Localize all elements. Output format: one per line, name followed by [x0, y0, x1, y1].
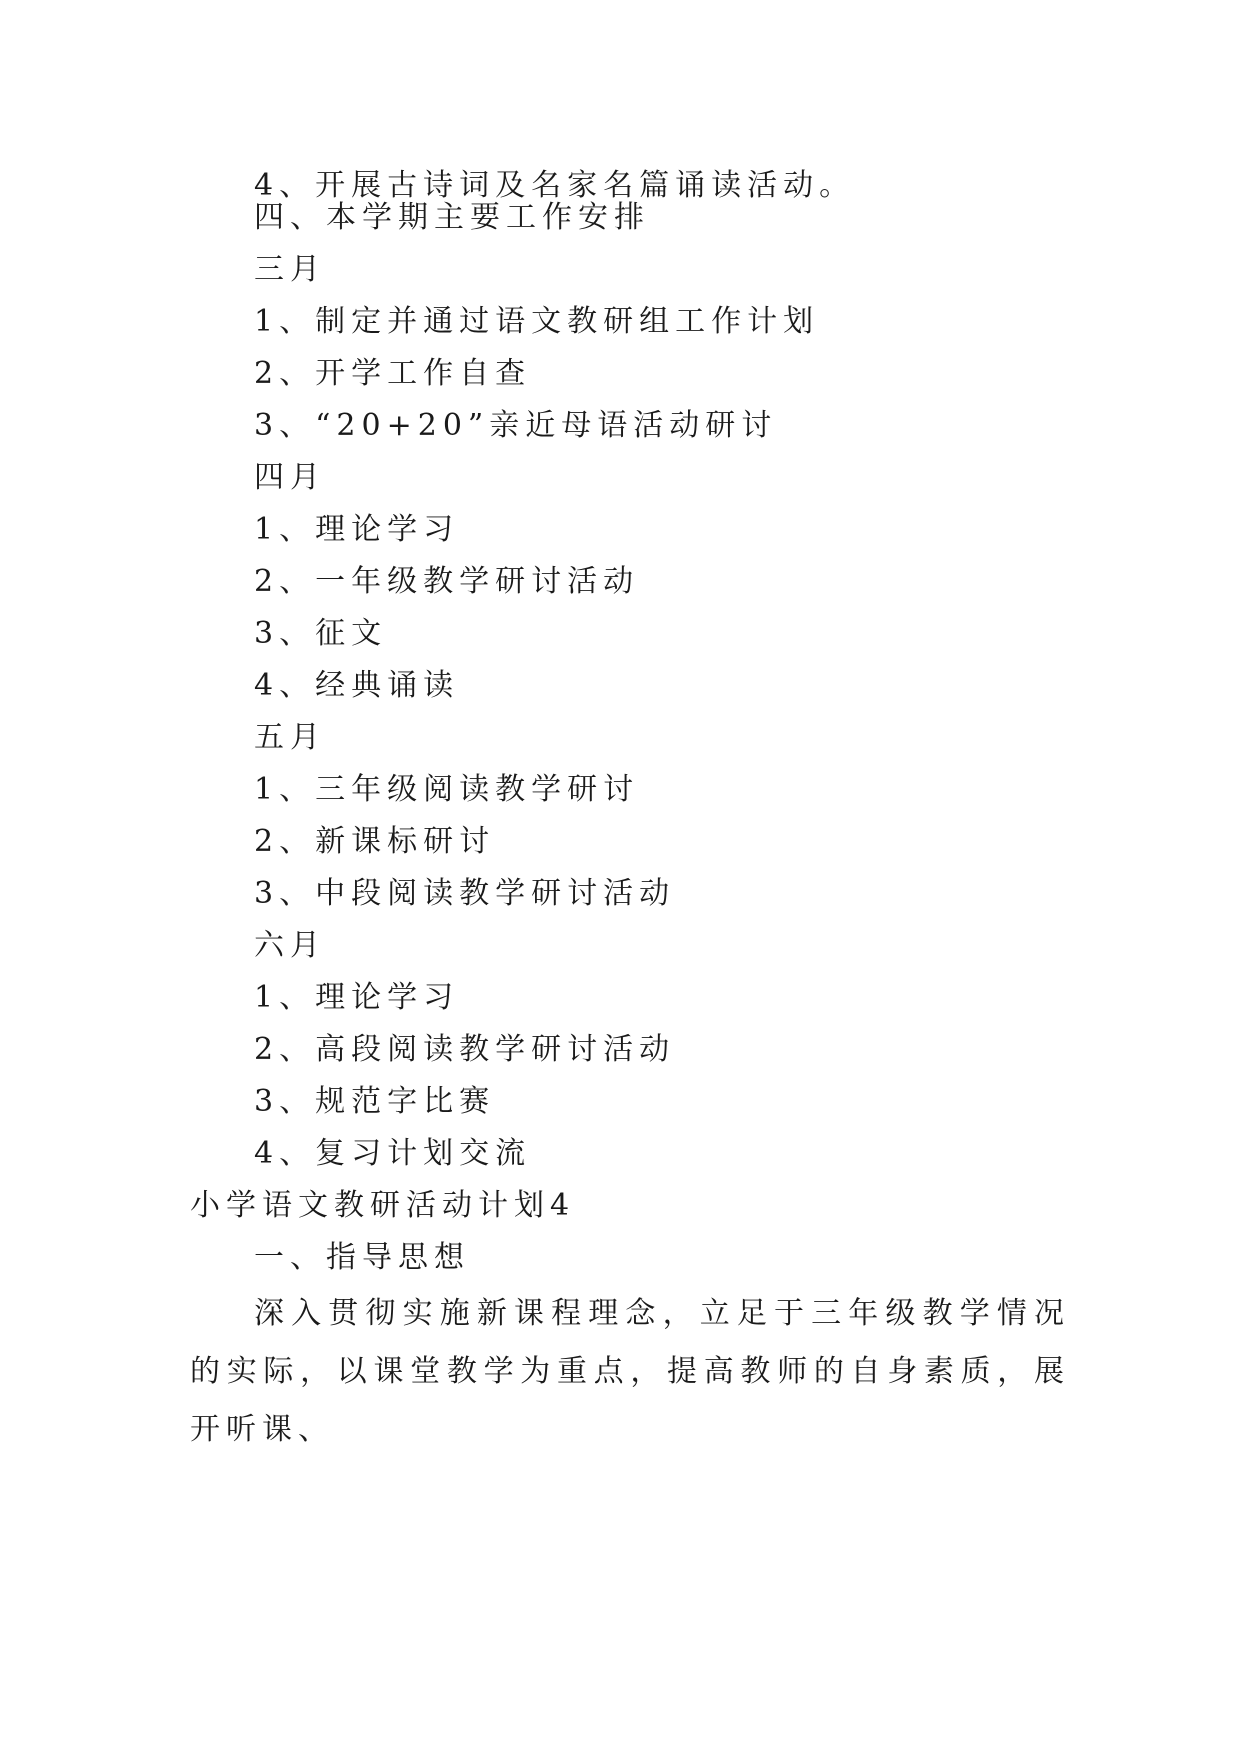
list-item: 3、规范字比赛: [254, 1084, 496, 1119]
guiding-paragraph: 深入贯彻实施新课程理念，立足于三年级教学情况的实际，以课堂教学为重点，提高教师的自身素质，展开听课、: [190, 1296, 1070, 1447]
list-item: 4、复习计划交流: [254, 1136, 532, 1171]
list-item: 2、开学工作自查: [254, 356, 532, 391]
month-heading: 四月: [254, 460, 326, 495]
list-item: 4、开展古诗词及名家名篇诵读活动。: [254, 168, 856, 203]
list-item: 1、制定并通过语文教研组工作计划: [254, 304, 820, 339]
section-title: 小学语文教研活动计划4: [190, 1188, 576, 1223]
list-item: 3、征文: [254, 616, 388, 651]
month-heading: 三月: [254, 252, 326, 287]
list-item: 1、理论学习: [254, 512, 460, 547]
list-item: 1、三年级阅读教学研讨: [254, 772, 640, 807]
list-item: 2、高段阅读教学研讨活动: [254, 1032, 676, 1067]
section-heading: 四、本学期主要工作安排: [254, 200, 650, 235]
list-item: 4、经典诵读: [254, 668, 460, 703]
list-item: 3、“20+20”亲近母语活动研讨: [254, 408, 778, 443]
month-heading: 六月: [254, 928, 326, 963]
list-item: 2、新课标研讨: [254, 824, 496, 859]
list-item: 1、理论学习: [254, 980, 460, 1015]
month-heading: 五月: [254, 720, 326, 755]
guiding-heading: 一、指导思想: [254, 1240, 470, 1275]
list-item: 2、一年级教学研讨活动: [254, 564, 640, 599]
list-item: 3、中段阅读教学研讨活动: [254, 876, 676, 911]
